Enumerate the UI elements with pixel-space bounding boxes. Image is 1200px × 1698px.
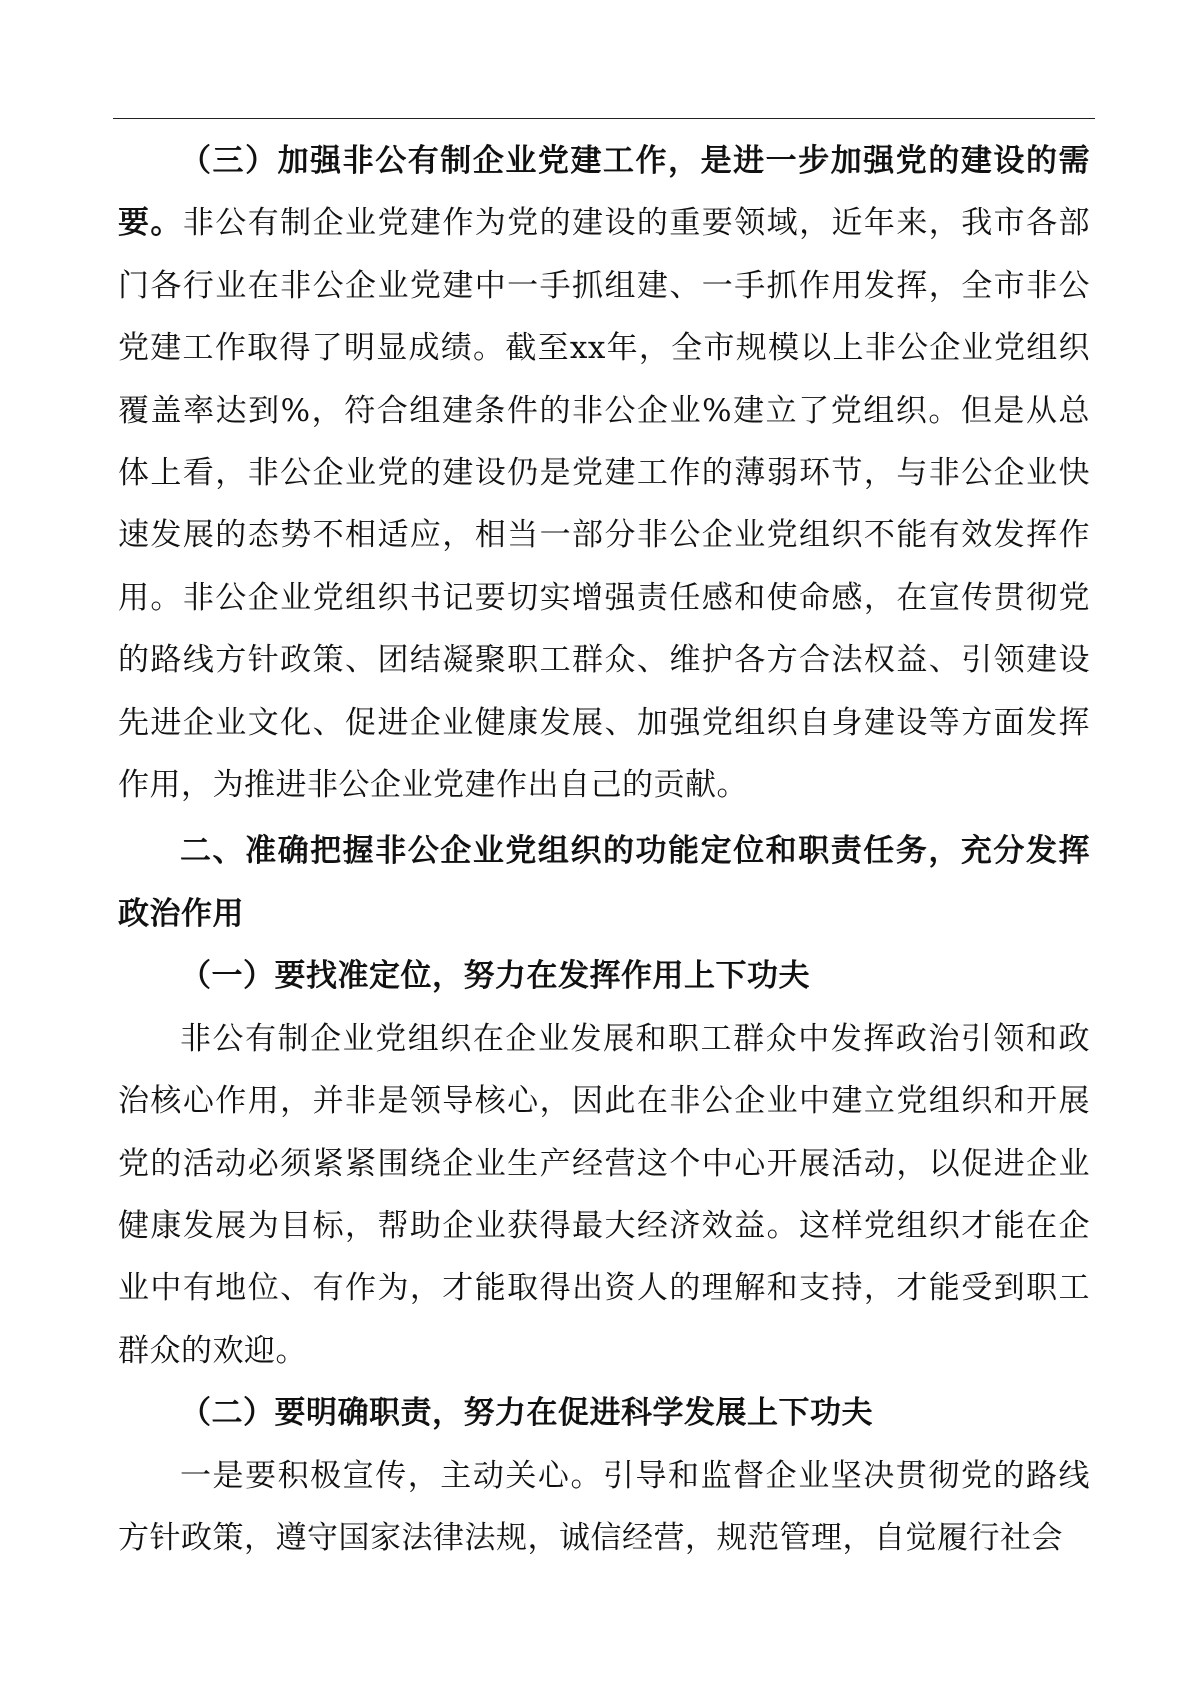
sub2-heading: （二）要明确职责，努力在促进科学发展上下功夫: [180, 1395, 873, 1432]
sub1-body: 非公有制企业党组织在企业发展和职工群众中发挥政治引领和政治核心作用，并非是领导核心，因此在非公企业中建立党组织和开展党的活动必须紧紧围绕企业生产经营这个中心开展活动，以促进企业健康发展为目标，帮助企业获得最大经济效益。这样党组织才能在企业中有地位、有作为，才能取得出资人的理解和支持，才能受到职工群众的欢迎。: [118, 1020, 1090, 1369]
section3-lead: （三）加强非公有制企业党建工作，是进一步加强党的建设的需要。: [118, 143, 1090, 242]
sub1-heading: （一）要找准定位，努力在发挥作用上下功夫: [180, 958, 810, 995]
section3-body: 非公有制企业党建作为党的建设的重要领域，近年来，我市各部门各行业在非公企业党建中一手抓组建、一手抓作用发挥，全市非公党建工作取得了明显成绩。截至xx年，全市规模以上非公企业党组织覆盖率达到%，符合组建条件的非公企业%建立了党组织。但是从总体上看，非公企业党的建设仍是党建工作的薄弱环节，与非公企业快速发展的态势不相适应，相当一部分非公企业党组织不能有效发挥作用。非公企业党组织书记要切实增强责任感和使命感，在宣传贯彻党的路线方针政策、团结凝聚职工群众、维护各方合法权益、引领建设先进企业文化、促进企业健康发展、加强党组织自身建设等方面发挥作用，为推进非公企业党建作出自己的贡献。: [118, 205, 1091, 804]
section3-paragraph: [118, 130, 1090, 816]
document-body: [118, 130, 1090, 1569]
header-rule: [113, 118, 1095, 119]
part2-heading: 二、准确把握非公企业党组织的功能定位和职责任务，充分发挥政治作用: [118, 833, 1090, 932]
sub2-body: 一是要积极宣传，主动关心。引导和监督企业坚决贯彻党的路线方针政策，遵守国家法律法规，诚信经营，规范管理，自觉履行社会: [118, 1457, 1090, 1556]
